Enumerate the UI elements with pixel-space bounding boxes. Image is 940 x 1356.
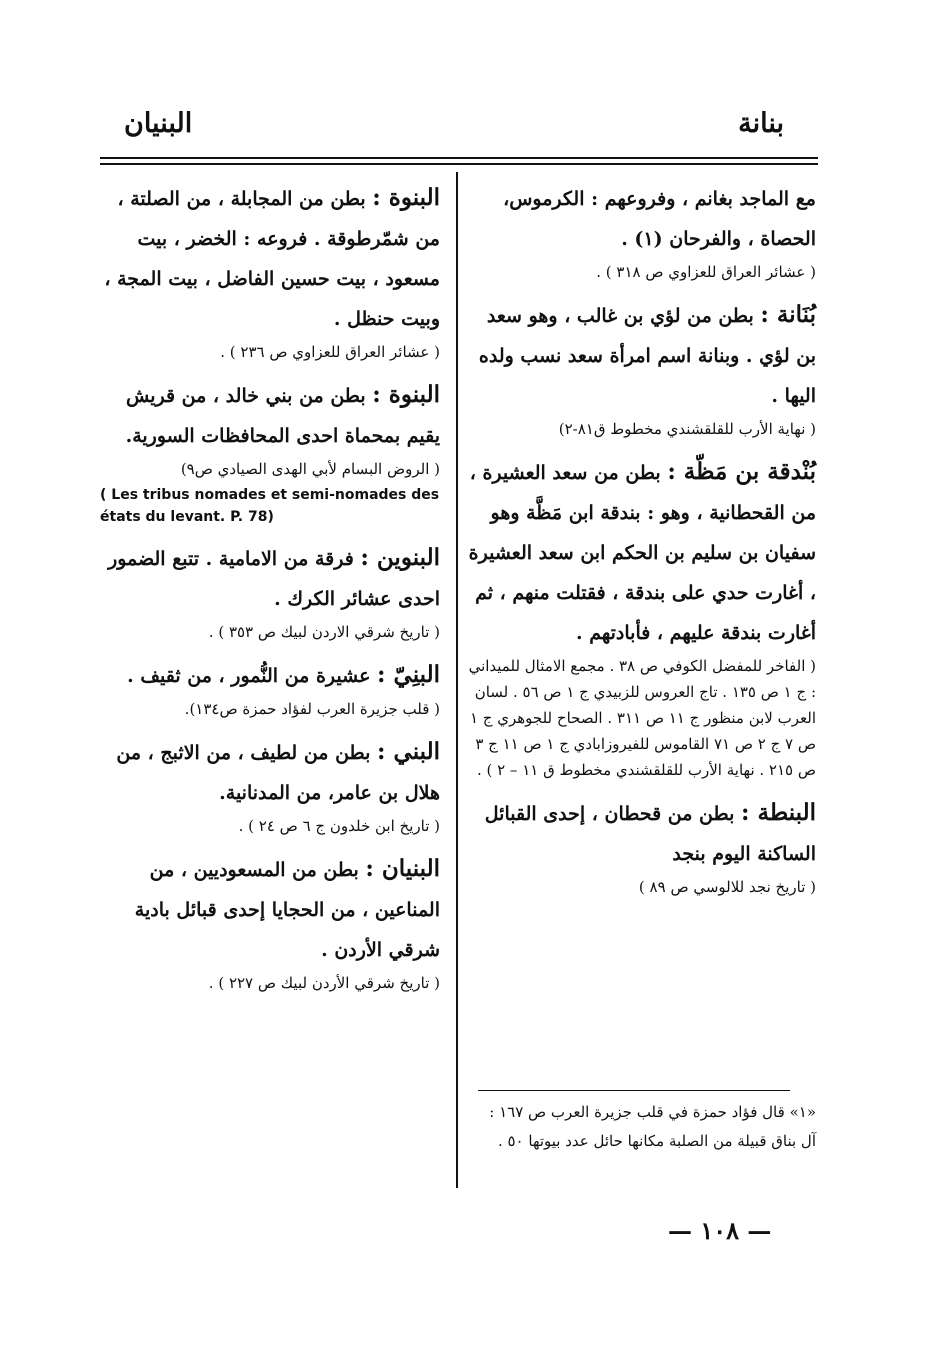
entry-source: ( تاريخ شرقي الأردن لبيك ص ٢٢٧ ) . — [208, 974, 440, 992]
entry-text: بطن من بني خالد ، من قريش يقيم بمحماة احدى المحافظات السورية. — [125, 385, 440, 447]
entry-source: ( تاريخ نجد للالوسي ص ٨٩ ) — [638, 878, 816, 896]
header-rule-top — [100, 157, 818, 159]
entry-text: بطن من لطيف ، من الاثبج ، من هلال بن عامر، من المدنانية. — [116, 742, 440, 804]
entry-text: بطن من قحطان ، إحدى القبائل الساكنة اليوم بنجد — [484, 803, 816, 865]
entry-source-french: ( Les tribus nomades et semi-nomades des états du levant. P. 78) — [100, 487, 440, 525]
entry-text: عشيرة من النُّمور ، من ثقيف . — [127, 665, 371, 687]
entry-headword: بُنَانة : — [760, 301, 816, 328]
column-divider — [456, 172, 458, 1188]
entry — [466, 178, 816, 285]
right-column — [466, 178, 816, 910]
running-head-right: بنانة — [738, 108, 784, 139]
entry — [466, 295, 816, 442]
entry-headword: البنِيّ : — [377, 661, 440, 688]
entry-source: ( الروض البسام لأبي الهدى الصيادي ص٩) — [180, 460, 440, 478]
entry-text: بطن من المسعوديين ، من المناعين ، من الحجايا إحدى قبائل بادية شرقي الأردن . — [134, 859, 440, 961]
entry — [100, 732, 440, 839]
entry-source: ( تاريخ ابن خلدون ج ٦ ص ٢٤ ) . — [238, 817, 440, 835]
entry-source: ( الفاخر للمفضل الكوفي ص ٣٨ . مجمع الامثال للميداني : ج ١ ص ١٣٥ . تاج العروس للزبيدي ج ١ ص ٥٦ . لسان العرب لابن منظور ج ١١ ص ٣١١ . الصحاح للجوهري ج ١ ص ٧ ج ٢ ص ٧١ القاموس للفيروزابادي ج ١ ص ١١ ج ٣ ص ٢١٥ . نهاية الأرب للقلقشندي مخطوط ق ١١ – ٢ ) . — [468, 657, 816, 779]
header-rule-bottom — [100, 163, 818, 165]
entry-source: ( عشائر العراق للعزاوي ص ٢٣٦ ) . — [220, 343, 440, 361]
page-number: — ١٠٨ — — [668, 1216, 772, 1245]
left-column — [100, 178, 440, 1006]
entry-source: ( قلب جزيرة العرب لفؤاد حمزة ص١٣٤). — [184, 700, 440, 718]
entry-text: فرقة من الامامية . تتبع الضمور احدى عشائر الكرك . — [108, 548, 440, 610]
entry — [100, 178, 440, 365]
entry-headword: البنطة : — [741, 799, 816, 826]
entry-headword: البنوة : — [372, 381, 440, 408]
footnote: «١» قال فؤاد حمزة في قلب جزيرة العرب ص ١٦٧ : آل بناق قبيلة من الصلبة مكانها حائل عدد بيوتها ٥٠ . — [489, 1103, 816, 1150]
entry-source: ( تاريخ شرقي الاردن لبيك ص ٣٥٣ ) . — [208, 623, 440, 641]
entry — [466, 793, 816, 900]
entry — [100, 538, 440, 645]
entry-headword: البنوة : — [372, 184, 440, 211]
entry-headword: البنيان : — [365, 855, 440, 882]
footnote-rule — [478, 1090, 790, 1091]
entry-headword: بُنْدقة بن مَظّة : — [667, 458, 816, 485]
entry — [466, 452, 816, 783]
entry — [100, 375, 440, 528]
running-head-left: البنيان — [124, 108, 193, 139]
entry — [100, 655, 440, 722]
entry-headword: البني : — [377, 738, 440, 765]
entry-text: مع الماجد بغانم ، وفروعهم : الكرموس، الحصاة ، والفرحان (١) . — [503, 188, 816, 250]
entry-source: ( نهاية الأرب للقلقشندي مخطوط ق٨١-٢) — [558, 420, 816, 438]
entry — [100, 849, 440, 996]
entry-headword: البنوين : — [360, 544, 440, 571]
entry-text: بطن من لؤي بن غالب ، وهو سعد بن لؤي . وبنانة اسم امرأة سعد نسب ولده اليها . — [478, 305, 816, 407]
entry-source: ( عشائر العراق للعزاوي ص ٣١٨ ) . — [596, 263, 816, 281]
entry-text: بطن من سعد العشيرة ، من القحطانية ، وهو : بندقة ابن مَظَّة وهو سفيان بن سليم بن الحكم ابن سعد العشيرة ، أغارت حدي على بندقة ، فقتلت منهم ، ثم أغارت بندقة عليهم ، فأبادتهم . — [468, 462, 816, 644]
entry-text: بطن من المجابلة ، من الصلتة ، من شمّرطوقة . فروعه : الخضر ، بيت مسعود ، بيت حسين الفاضل ، بيت المجة ، وبيت حنظل . — [104, 188, 440, 330]
